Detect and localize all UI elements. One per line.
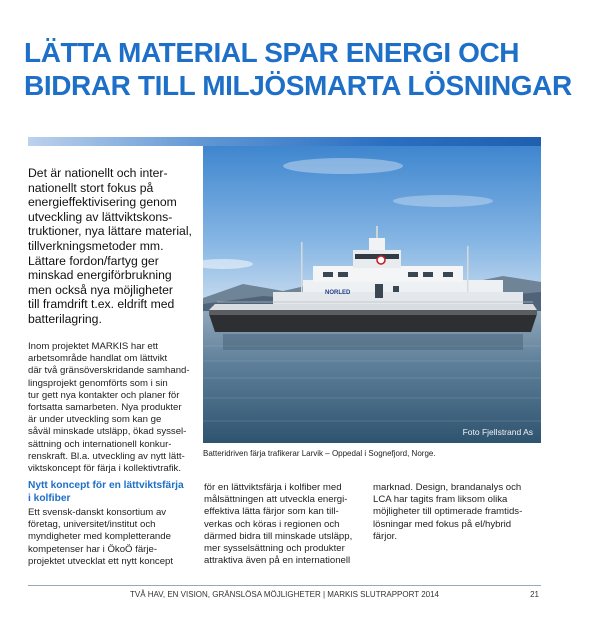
body-line: målsättningen att utveckla energi- [204, 494, 348, 506]
title-divider [28, 137, 541, 146]
body-line: lösningar med fokus på el/hybrid [373, 518, 512, 530]
lead-line: Lättare fordon/fartyg ger [28, 253, 159, 268]
ferry-photo [203, 146, 541, 443]
title-line-2: BIDRAR TILL MILJÖSMARTA LÖSNINGAR [24, 70, 572, 101]
body-line: projektet utvecklat ett nytt koncept [28, 555, 174, 567]
lead-line: tillverkningsmetoder mm. [28, 238, 164, 253]
lead-line: till framdrift t.ex. eldrift med [28, 297, 175, 312]
section-heading-line: Nytt koncept för en lättviktsfärja [28, 480, 184, 491]
body-line: attraktiva även på en internationell [204, 555, 351, 567]
body-line: färjor. [373, 530, 397, 542]
body-line: sättning och internationell konkur- [28, 438, 172, 450]
body-line: myndigheter med kompletterande [28, 531, 171, 543]
body-line: Ett svensk-danskt konsortium av [28, 507, 167, 518]
footer-divider [28, 585, 541, 586]
body-column-3 [373, 482, 541, 543]
body-line: fortsatta samarbeten. Nya produkter [28, 402, 182, 414]
body-paragraph-1 [28, 341, 200, 475]
body-line: där två gränsöverskridande samhand- [28, 365, 190, 377]
lead-line: truktioner, nya lättare material, [28, 224, 192, 239]
body-paragraph-2 [28, 507, 200, 568]
page-footer: TVÅ HAV, EN VISION, GRÄNSLÖSA MÖJLIGHETER | MARKIS SLUTRAPPORT 2014 [130, 590, 439, 599]
body-line: kompetenser har i ÖkoÖ färje- [28, 543, 158, 555]
body-line: mer sysselsättning och produkter [204, 543, 345, 555]
lead-paragraph [28, 166, 200, 327]
body-line: marknad. Design, brandanalys och [373, 482, 522, 493]
body-line: viktskoncept för färja i kollektivtrafik. [28, 463, 182, 475]
photo-caption: Batteridriven färja trafikerar Larvik – Oppedal i Sognefjord, Norge. [203, 449, 436, 458]
page-number: 21 [530, 590, 539, 599]
page-title [24, 36, 584, 102]
lead-line: energieffektivisering genom [28, 195, 177, 210]
body-line: företag, universitet/institut och [28, 519, 156, 531]
body-line: möjligheter till optimerade framtids- [373, 506, 523, 518]
lead-line: utveckling av lättviktskons- [28, 209, 173, 224]
body-line: effektiva lätta färjor som kan till- [204, 506, 339, 518]
lead-line: Det är nationellt och inter- [28, 166, 168, 180]
ferry-illustration [203, 146, 541, 443]
body-line: för en lättviktsfärja i kolfiber med [204, 482, 342, 493]
lead-line: batterilagring. [28, 311, 102, 326]
lead-line: men också nya möjligheter [28, 282, 173, 297]
body-line: Inom projektet MARKIS har ett [28, 341, 159, 352]
lead-line: nationellt stort fokus på [28, 180, 154, 195]
photo-credit: Foto Fjellstrand As [462, 427, 533, 437]
ship-name-label: NORLED [325, 290, 351, 296]
section-heading-line: i kolfiber [28, 492, 71, 504]
section-heading [28, 480, 200, 505]
body-line: arbetsområde handlat om lättvikt [28, 353, 168, 365]
body-line: LCA har tagits fram liksom olika [373, 494, 508, 506]
body-line: tur gett nya kontakter och planer för [28, 389, 180, 401]
body-line: därmed bidra till minskade utsläpp, [204, 530, 353, 542]
body-line: är under utveckling som kan ge [28, 414, 162, 426]
body-line: såväl minskade utsläpp, ökad syssel- [28, 426, 187, 438]
title-line-1: LÄTTA MATERIAL SPAR ENERGI OCH [24, 37, 520, 68]
body-column-2 [204, 482, 374, 567]
lead-line: minskad energiförbrukning [28, 268, 172, 283]
body-line: verkas och köras i regionen och [204, 518, 340, 530]
body-line: renskraft. Bl.a. utveckling av nytt lätt- [28, 450, 185, 462]
body-line: lingsprojekt genomförts som i sin [28, 377, 168, 389]
